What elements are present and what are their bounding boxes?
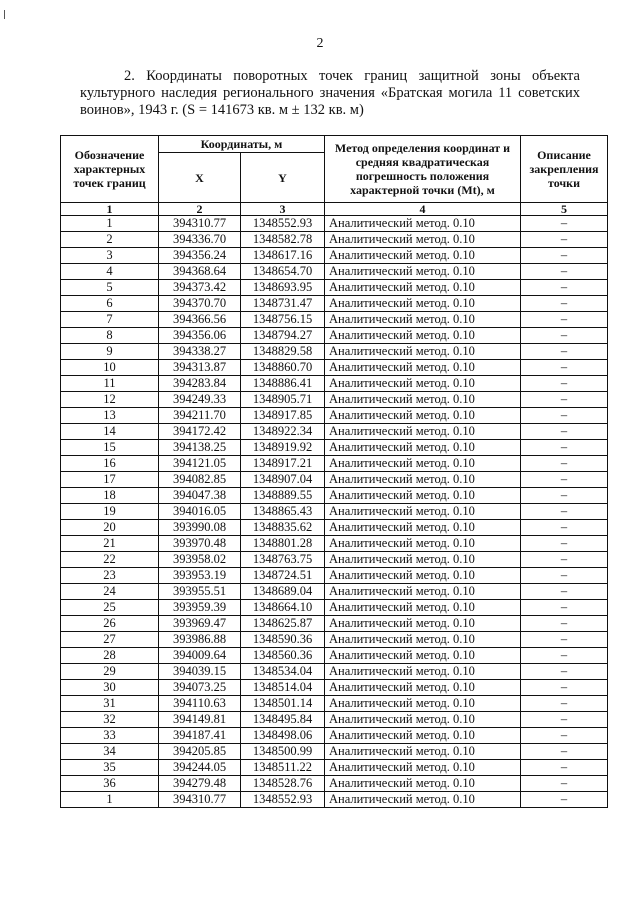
- point-number-cell: 27: [61, 632, 159, 648]
- table-row: [61, 440, 608, 456]
- x-coordinate-cell: 394187.41: [159, 728, 241, 744]
- point-number-cell: 25: [61, 600, 159, 616]
- x-coordinate-cell: 394283.84: [159, 376, 241, 392]
- method-cell: Аналитический метод. 0.10: [325, 584, 521, 600]
- x-coordinate-cell: 394073.25: [159, 680, 241, 696]
- y-coordinate-cell: 1348498.06: [241, 728, 325, 744]
- table-row: [61, 456, 608, 472]
- description-cell: –: [521, 632, 608, 648]
- y-coordinate-cell: 1348731.47: [241, 296, 325, 312]
- table-row: [61, 712, 608, 728]
- table-row: [61, 776, 608, 792]
- description-cell: –: [521, 424, 608, 440]
- method-cell: Аналитический метод. 0.10: [325, 248, 521, 264]
- method-cell: Аналитический метод. 0.10: [325, 408, 521, 424]
- description-cell: –: [521, 328, 608, 344]
- method-cell: Аналитический метод. 0.10: [325, 648, 521, 664]
- method-cell: Аналитический метод. 0.10: [325, 296, 521, 312]
- description-cell: –: [521, 232, 608, 248]
- method-cell: Аналитический метод. 0.10: [325, 520, 521, 536]
- method-cell: Аналитический метод. 0.10: [325, 488, 521, 504]
- method-cell: Аналитический метод. 0.10: [325, 616, 521, 632]
- x-coordinate-cell: 393990.08: [159, 520, 241, 536]
- header-coordinates: Координаты, м: [159, 136, 325, 153]
- table-row: [61, 344, 608, 360]
- x-coordinate-cell: 394310.77: [159, 792, 241, 808]
- x-coordinate-cell: 394039.15: [159, 664, 241, 680]
- coordinates-table: [60, 135, 608, 808]
- table-row: [61, 552, 608, 568]
- description-cell: –: [521, 600, 608, 616]
- y-coordinate-cell: 1348560.36: [241, 648, 325, 664]
- point-number-cell: 29: [61, 664, 159, 680]
- table-row: [61, 632, 608, 648]
- x-coordinate-cell: 394047.38: [159, 488, 241, 504]
- point-number-cell: 20: [61, 520, 159, 536]
- method-cell: Аналитический метод. 0.10: [325, 424, 521, 440]
- point-number-cell: 12: [61, 392, 159, 408]
- y-coordinate-cell: 1348801.28: [241, 536, 325, 552]
- point-number-cell: 7: [61, 312, 159, 328]
- description-cell: –: [521, 552, 608, 568]
- point-number-cell: 1: [61, 792, 159, 808]
- table-row: [61, 600, 608, 616]
- description-cell: –: [521, 472, 608, 488]
- description-cell: –: [521, 536, 608, 552]
- column-number: 5: [521, 203, 608, 216]
- method-cell: Аналитический метод. 0.10: [325, 600, 521, 616]
- table-row: [61, 216, 608, 232]
- description-cell: –: [521, 456, 608, 472]
- point-number-cell: 13: [61, 408, 159, 424]
- method-cell: Аналитический метод. 0.10: [325, 696, 521, 712]
- table-row: [61, 536, 608, 552]
- method-cell: Аналитический метод. 0.10: [325, 504, 521, 520]
- method-cell: Аналитический метод. 0.10: [325, 456, 521, 472]
- x-coordinate-cell: 393958.02: [159, 552, 241, 568]
- x-coordinate-cell: 394373.42: [159, 280, 241, 296]
- x-coordinate-cell: 394082.85: [159, 472, 241, 488]
- table-row: [61, 328, 608, 344]
- x-coordinate-cell: 394016.05: [159, 504, 241, 520]
- x-coordinate-cell: 394336.70: [159, 232, 241, 248]
- method-cell: Аналитический метод. 0.10: [325, 264, 521, 280]
- point-number-cell: 33: [61, 728, 159, 744]
- table-row: [61, 312, 608, 328]
- y-coordinate-cell: 1348763.75: [241, 552, 325, 568]
- y-coordinate-cell: 1348501.14: [241, 696, 325, 712]
- description-cell: –: [521, 680, 608, 696]
- column-number: 1: [61, 203, 159, 216]
- y-coordinate-cell: 1348552.93: [241, 216, 325, 232]
- description-cell: –: [521, 344, 608, 360]
- point-number-cell: 19: [61, 504, 159, 520]
- y-coordinate-cell: 1348756.15: [241, 312, 325, 328]
- description-cell: –: [521, 728, 608, 744]
- y-coordinate-cell: 1348582.78: [241, 232, 325, 248]
- description-cell: –: [521, 440, 608, 456]
- point-number-cell: 1: [61, 216, 159, 232]
- method-cell: Аналитический метод. 0.10: [325, 280, 521, 296]
- table-row: [61, 392, 608, 408]
- y-coordinate-cell: 1348500.99: [241, 744, 325, 760]
- point-number-cell: 35: [61, 760, 159, 776]
- header-x: X: [159, 153, 241, 203]
- description-cell: –: [521, 568, 608, 584]
- point-number-cell: 30: [61, 680, 159, 696]
- y-coordinate-cell: 1348664.10: [241, 600, 325, 616]
- method-cell: Аналитический метод. 0.10: [325, 216, 521, 232]
- method-cell: Аналитический метод. 0.10: [325, 712, 521, 728]
- point-number-cell: 14: [61, 424, 159, 440]
- point-number-cell: 28: [61, 648, 159, 664]
- method-cell: Аналитический метод. 0.10: [325, 232, 521, 248]
- table-row: [61, 760, 608, 776]
- x-coordinate-cell: 394009.64: [159, 648, 241, 664]
- method-cell: Аналитический метод. 0.10: [325, 760, 521, 776]
- scan-edge-mark: [4, 10, 5, 19]
- x-coordinate-cell: 394244.05: [159, 760, 241, 776]
- method-cell: Аналитический метод. 0.10: [325, 664, 521, 680]
- table-row: [61, 264, 608, 280]
- table-row: [61, 376, 608, 392]
- description-cell: –: [521, 584, 608, 600]
- method-cell: Аналитический метод. 0.10: [325, 632, 521, 648]
- table-row: [61, 584, 608, 600]
- description-cell: –: [521, 504, 608, 520]
- y-coordinate-cell: 1348889.55: [241, 488, 325, 504]
- method-cell: Аналитический метод. 0.10: [325, 536, 521, 552]
- y-coordinate-cell: 1348905.71: [241, 392, 325, 408]
- y-coordinate-cell: 1348654.70: [241, 264, 325, 280]
- description-cell: –: [521, 312, 608, 328]
- x-coordinate-cell: 393970.48: [159, 536, 241, 552]
- description-cell: –: [521, 280, 608, 296]
- point-number-cell: 26: [61, 616, 159, 632]
- y-coordinate-cell: 1348886.41: [241, 376, 325, 392]
- y-coordinate-cell: 1348917.85: [241, 408, 325, 424]
- table-row: [61, 504, 608, 520]
- section-heading: 2. Координаты поворотных точек границ защитной зоны объекта культурного наследия регионального значения «Братская могила 11 советских воинов», 1943 г. (S = 141673 кв. м ± 132 кв. м): [80, 68, 580, 118]
- x-coordinate-cell: 394279.48: [159, 776, 241, 792]
- x-coordinate-cell: 394368.64: [159, 264, 241, 280]
- y-coordinate-cell: 1348495.84: [241, 712, 325, 728]
- y-coordinate-cell: 1348689.04: [241, 584, 325, 600]
- table-row: [61, 648, 608, 664]
- description-cell: –: [521, 744, 608, 760]
- x-coordinate-cell: 394366.56: [159, 312, 241, 328]
- point-number-cell: 10: [61, 360, 159, 376]
- y-coordinate-cell: 1348625.87: [241, 616, 325, 632]
- y-coordinate-cell: 1348514.04: [241, 680, 325, 696]
- x-coordinate-cell: 393953.19: [159, 568, 241, 584]
- point-number-cell: 4: [61, 264, 159, 280]
- table-row: [61, 232, 608, 248]
- method-cell: Аналитический метод. 0.10: [325, 728, 521, 744]
- header-description: Описание закрепления точки: [521, 136, 608, 203]
- y-coordinate-cell: 1348724.51: [241, 568, 325, 584]
- table-row: [61, 488, 608, 504]
- point-number-cell: 17: [61, 472, 159, 488]
- point-number-cell: 31: [61, 696, 159, 712]
- method-cell: Аналитический метод. 0.10: [325, 744, 521, 760]
- description-cell: –: [521, 376, 608, 392]
- x-coordinate-cell: 394356.24: [159, 248, 241, 264]
- column-number: 3: [241, 203, 325, 216]
- x-coordinate-cell: 394370.70: [159, 296, 241, 312]
- y-coordinate-cell: 1348835.62: [241, 520, 325, 536]
- y-coordinate-cell: 1348865.43: [241, 504, 325, 520]
- x-coordinate-cell: 394211.70: [159, 408, 241, 424]
- x-coordinate-cell: 394338.27: [159, 344, 241, 360]
- y-coordinate-cell: 1348617.16: [241, 248, 325, 264]
- point-number-cell: 15: [61, 440, 159, 456]
- method-cell: Аналитический метод. 0.10: [325, 568, 521, 584]
- x-coordinate-cell: 394138.25: [159, 440, 241, 456]
- y-coordinate-cell: 1348552.93: [241, 792, 325, 808]
- description-cell: –: [521, 392, 608, 408]
- point-number-cell: 5: [61, 280, 159, 296]
- y-coordinate-cell: 1348922.34: [241, 424, 325, 440]
- description-cell: –: [521, 760, 608, 776]
- table-row: [61, 520, 608, 536]
- point-number-cell: 8: [61, 328, 159, 344]
- x-coordinate-cell: 394310.77: [159, 216, 241, 232]
- table-row: [61, 728, 608, 744]
- x-coordinate-cell: 394110.63: [159, 696, 241, 712]
- column-number: 2: [159, 203, 241, 216]
- x-coordinate-cell: 393955.51: [159, 584, 241, 600]
- table-row: [61, 248, 608, 264]
- description-cell: –: [521, 776, 608, 792]
- header-y: Y: [241, 153, 325, 203]
- y-coordinate-cell: 1348528.76: [241, 776, 325, 792]
- method-cell: Аналитический метод. 0.10: [325, 392, 521, 408]
- point-number-cell: 11: [61, 376, 159, 392]
- point-number-cell: 24: [61, 584, 159, 600]
- table-row: [61, 568, 608, 584]
- y-coordinate-cell: 1348919.92: [241, 440, 325, 456]
- y-coordinate-cell: 1348794.27: [241, 328, 325, 344]
- point-number-cell: 3: [61, 248, 159, 264]
- description-cell: –: [521, 264, 608, 280]
- method-cell: Аналитический метод. 0.10: [325, 792, 521, 808]
- description-cell: –: [521, 648, 608, 664]
- table-row: [61, 408, 608, 424]
- method-cell: Аналитический метод. 0.10: [325, 776, 521, 792]
- description-cell: –: [521, 696, 608, 712]
- header-designation: Обозначение характерных точек границ: [61, 136, 159, 203]
- header-method: Метод определения координат и средняя квадратическая погрешность положения характерной точки (Mt), м: [325, 136, 521, 203]
- point-number-cell: 9: [61, 344, 159, 360]
- y-coordinate-cell: 1348860.70: [241, 360, 325, 376]
- point-number-cell: 21: [61, 536, 159, 552]
- description-cell: –: [521, 360, 608, 376]
- x-coordinate-cell: 393986.88: [159, 632, 241, 648]
- x-coordinate-cell: 393959.39: [159, 600, 241, 616]
- point-number-cell: 16: [61, 456, 159, 472]
- point-number-cell: 18: [61, 488, 159, 504]
- y-coordinate-cell: 1348917.21: [241, 456, 325, 472]
- y-coordinate-cell: 1348907.04: [241, 472, 325, 488]
- point-number-cell: 2: [61, 232, 159, 248]
- table-row: [61, 472, 608, 488]
- description-cell: –: [521, 664, 608, 680]
- table-row: [61, 616, 608, 632]
- point-number-cell: 36: [61, 776, 159, 792]
- table-row: [61, 792, 608, 808]
- description-cell: –: [521, 296, 608, 312]
- x-coordinate-cell: 393969.47: [159, 616, 241, 632]
- point-number-cell: 32: [61, 712, 159, 728]
- description-cell: –: [521, 792, 608, 808]
- point-number-cell: 22: [61, 552, 159, 568]
- table-row: [61, 680, 608, 696]
- y-coordinate-cell: 1348693.95: [241, 280, 325, 296]
- method-cell: Аналитический метод. 0.10: [325, 472, 521, 488]
- x-coordinate-cell: 394205.85: [159, 744, 241, 760]
- x-coordinate-cell: 394149.81: [159, 712, 241, 728]
- method-cell: Аналитический метод. 0.10: [325, 344, 521, 360]
- table-row: [61, 664, 608, 680]
- description-cell: –: [521, 520, 608, 536]
- point-number-cell: 34: [61, 744, 159, 760]
- y-coordinate-cell: 1348590.36: [241, 632, 325, 648]
- method-cell: Аналитический метод. 0.10: [325, 552, 521, 568]
- x-coordinate-cell: 394356.06: [159, 328, 241, 344]
- table-row: [61, 360, 608, 376]
- description-cell: –: [521, 712, 608, 728]
- y-coordinate-cell: 1348829.58: [241, 344, 325, 360]
- table-row: [61, 744, 608, 760]
- point-number-cell: 23: [61, 568, 159, 584]
- table-row: [61, 424, 608, 440]
- method-cell: Аналитический метод. 0.10: [325, 360, 521, 376]
- description-cell: –: [521, 216, 608, 232]
- point-number-cell: 6: [61, 296, 159, 312]
- table-body: [61, 216, 608, 808]
- description-cell: –: [521, 248, 608, 264]
- description-cell: –: [521, 488, 608, 504]
- y-coordinate-cell: 1348511.22: [241, 760, 325, 776]
- method-cell: Аналитический метод. 0.10: [325, 680, 521, 696]
- method-cell: Аналитический метод. 0.10: [325, 312, 521, 328]
- x-coordinate-cell: 394172.42: [159, 424, 241, 440]
- table-row: [61, 696, 608, 712]
- x-coordinate-cell: 394313.87: [159, 360, 241, 376]
- description-cell: –: [521, 616, 608, 632]
- description-cell: –: [521, 408, 608, 424]
- page-number: 2: [316, 36, 324, 51]
- x-coordinate-cell: 394249.33: [159, 392, 241, 408]
- method-cell: Аналитический метод. 0.10: [325, 328, 521, 344]
- x-coordinate-cell: 394121.05: [159, 456, 241, 472]
- table-row: [61, 280, 608, 296]
- method-cell: Аналитический метод. 0.10: [325, 440, 521, 456]
- method-cell: Аналитический метод. 0.10: [325, 376, 521, 392]
- column-number: 4: [325, 203, 521, 216]
- table-row: [61, 296, 608, 312]
- y-coordinate-cell: 1348534.04: [241, 664, 325, 680]
